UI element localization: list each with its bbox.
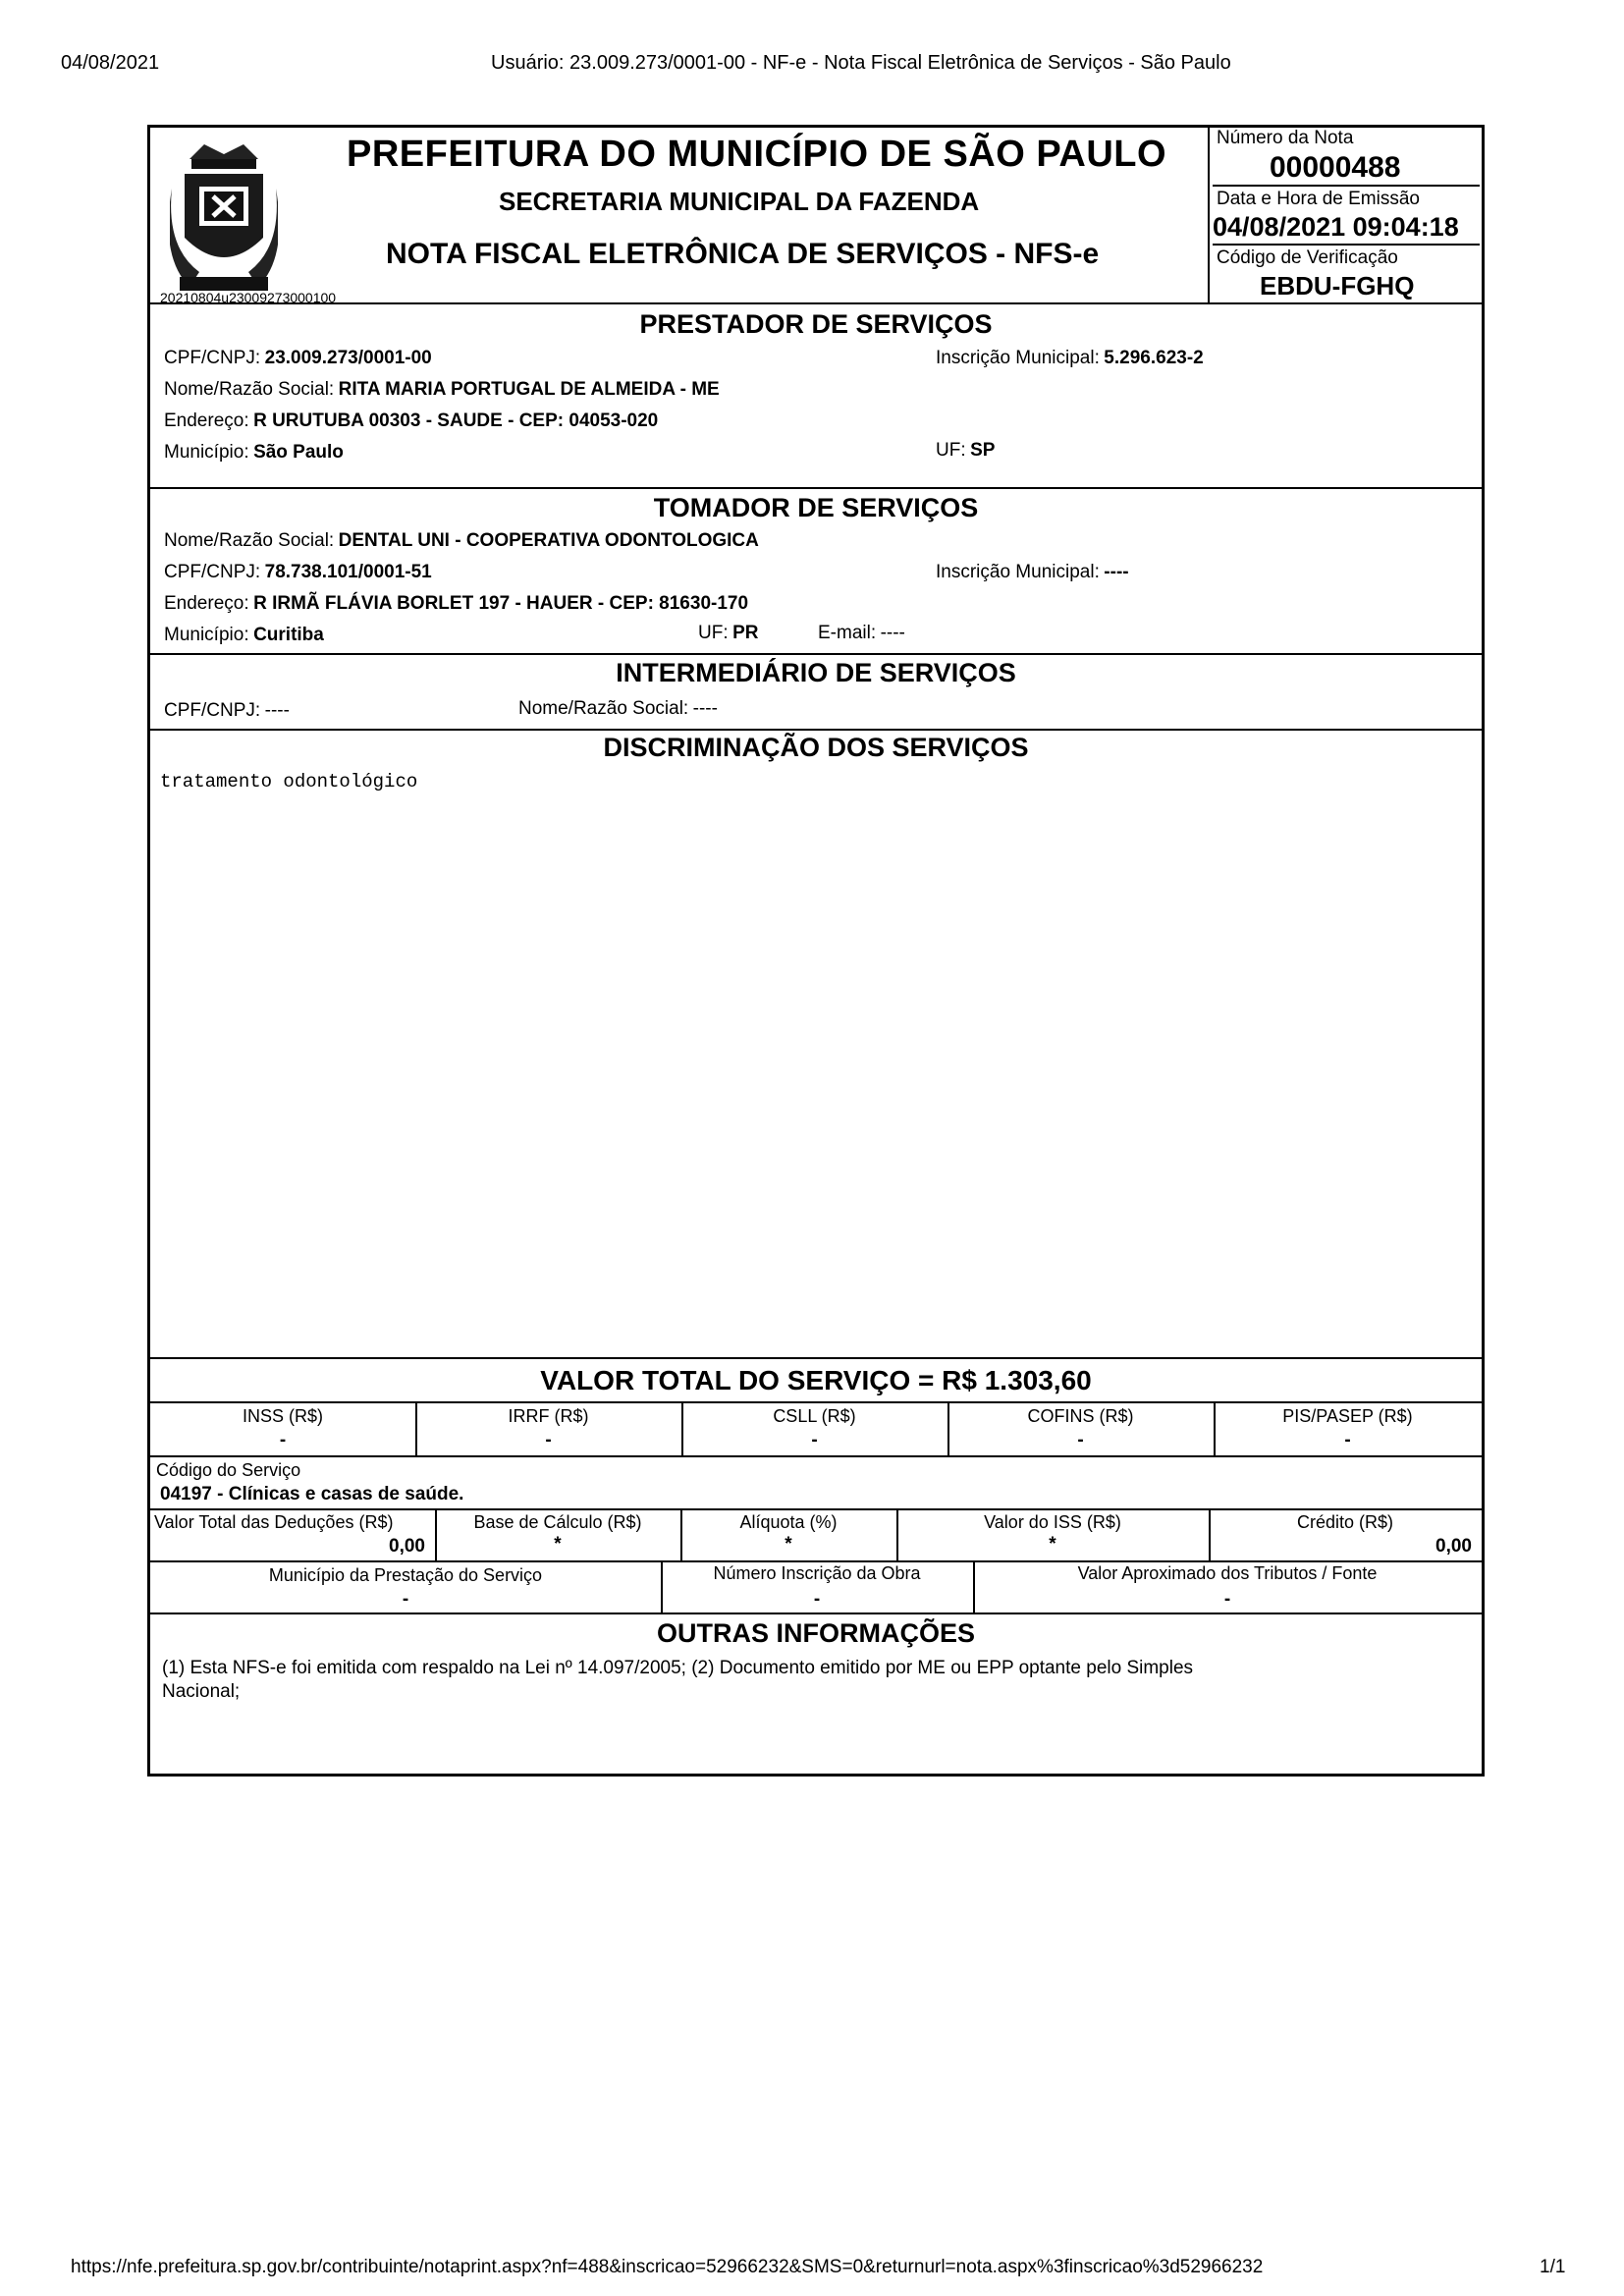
cofins-value: -: [1077, 1430, 1084, 1450]
prestador-uf-row: UF: SP: [936, 440, 996, 461]
codigo-verificacao: EBDU-FGHQ: [1260, 271, 1415, 301]
prestador-cpf: 23.009.273/0001-00: [264, 348, 432, 368]
codigo-servico-label: Código do Serviço: [156, 1460, 301, 1480]
tomador-nome: DENTAL UNI - COOPERATIVA ODONTOLOGICA: [338, 530, 759, 551]
numero-nota: 00000488: [1270, 151, 1401, 184]
nfs-document: [147, 125, 1485, 1777]
credito-label: Crédito (R$): [1296, 1512, 1394, 1532]
data-emissao-label: Data e Hora de Emissão: [1217, 189, 1420, 209]
tributos-aprox-value: -: [1223, 1589, 1231, 1610]
print-page: 1/1: [1540, 2257, 1566, 2277]
prestador-title: PRESTADOR DE SERVIÇOS: [639, 309, 993, 339]
deducoes-label: Valor Total das Deduções (R$): [154, 1512, 394, 1532]
print-date: 04/08/2021: [61, 52, 160, 74]
prestador-municipio: São Paulo: [253, 442, 344, 463]
nfs-title: NOTA FISCAL ELETRÔNICA DE SERVIÇOS - NFS-e: [386, 238, 1100, 270]
inscricao-obra-label: Número Inscrição da Obra: [713, 1563, 921, 1583]
codigo-servico: 04197 - Clínicas e casas de saúde.: [160, 1484, 464, 1504]
csll-label: CSLL (R$): [773, 1406, 856, 1426]
outras-line-2: Nacional;: [162, 1681, 241, 1702]
prestador-im: 5.296.623-2: [1104, 348, 1204, 368]
print-url: https://nfe.prefeitura.sp.gov.br/contribuinte/notaprint.aspx?nf=488&inscricao=52966232&SMS=0&returnurl=nota.aspx%3finscricao%3d52966232: [71, 2257, 1264, 2277]
tomador-endereco-row: Endereço: R IRMÃ FLÁVIA BORLET 197 - HAUER - CEP: 81630-170: [164, 593, 749, 614]
discriminacao-title: DISCRIMINAÇÃO DOS SERVIÇOS: [603, 733, 1029, 762]
prestador-endereco: R URUTUBA 00303 - SAUDE - CEP: 04053-020: [253, 410, 659, 431]
tomador-uf: PR: [732, 623, 759, 643]
secretaria-title: SECRETARIA MUNICIPAL DA FAZENDA: [499, 187, 980, 216]
print-title: Usuário: 23.009.273/0001-00 - NF-e - Nota Fiscal Eletrônica de Serviços - São Paulo: [491, 52, 1231, 74]
prestador-im-row: Inscrição Municipal: 5.296.623-2: [936, 348, 1204, 368]
municipio-prestacao-value: -: [402, 1589, 409, 1610]
numero-nota-label: Número da Nota: [1217, 128, 1354, 148]
coat-of-arms-icon: [170, 139, 278, 306]
tributos-aprox-label: Valor Aproximado dos Tributos / Fonte: [1077, 1563, 1378, 1583]
prestador-nome: RITA MARIA PORTUGAL DE ALMEIDA - ME: [338, 379, 720, 400]
tomador-endereco: R IRMÃ FLÁVIA BORLET 197 - HAUER - CEP: 81630-170: [253, 593, 749, 614]
prestador-municipio-row: Município: São Paulo: [164, 442, 344, 463]
valor-iss-label: Valor do ISS (R$): [984, 1512, 1121, 1532]
irrf-label: IRRF (R$): [508, 1406, 589, 1426]
prestador-cpf-row: CPF/CNPJ: 23.009.273/0001-00: [164, 348, 432, 368]
csll-value: -: [811, 1430, 818, 1450]
prestador-endereco-row: Endereço: R URUTUBA 00303 - SAUDE - CEP: 04053-020: [164, 410, 659, 431]
prestador-uf: SP: [970, 440, 996, 461]
prefeitura-title: PREFEITURA DO MUNICÍPIO DE SÃO PAULO: [347, 134, 1167, 175]
municipio-prestacao-label: Município da Prestação do Serviço: [268, 1565, 543, 1585]
tomador-municipio: Curitiba: [253, 625, 324, 645]
tomador-cpf: 78.738.101/0001-51: [264, 562, 432, 582]
tomador-nome-row: Nome/Razão Social: DENTAL UNI - COOPERATIVA ODONTOLOGICA: [164, 530, 759, 551]
valor-iss-value: *: [1049, 1534, 1056, 1555]
aliquota-label: Alíquota (%): [739, 1512, 838, 1532]
document-code: 20210804u23009273000100: [160, 290, 337, 305]
base-calculo-value: *: [554, 1534, 562, 1555]
inss-label: INSS (R$): [242, 1406, 323, 1426]
tomador-cpf-row: CPF/CNPJ: 78.738.101/0001-51: [164, 562, 432, 582]
pis-value: -: [1344, 1430, 1351, 1450]
tomador-email-row: E-mail: ----: [818, 623, 905, 643]
intermediario-cpf: ----: [264, 700, 290, 721]
outras-line-1: (1) Esta NFS-e foi emitida com respaldo na Lei nº 14.097/2005; (2) Documento emitido por ME ou EPP optante pelo Simples: [162, 1658, 1194, 1678]
intermediario-nome: ----: [692, 698, 718, 719]
irrf-value: -: [545, 1430, 552, 1450]
intermediario-nome-row: Nome/Razão Social: ----: [518, 698, 718, 719]
discriminacao-text: tratamento odontológico: [160, 771, 418, 793]
inss-value: -: [279, 1430, 287, 1450]
prestador-nome-row: Nome/Razão Social: RITA MARIA PORTUGAL DE ALMEIDA - ME: [164, 379, 720, 400]
tomador-email: ----: [880, 623, 905, 643]
codigo-verificacao-label: Código de Verificação: [1217, 247, 1398, 268]
tomador-im: ----: [1104, 562, 1129, 582]
tomador-uf-row: UF: PR: [698, 623, 759, 643]
valor-total: VALOR TOTAL DO SERVIÇO = R$ 1.303,60: [540, 1365, 1092, 1395]
aliquota-value: *: [785, 1534, 792, 1555]
deducoes-value: 0,00: [389, 1536, 425, 1557]
pis-label: PIS/PASEP (R$): [1282, 1406, 1413, 1426]
tomador-municipio-row: Município: Curitiba: [164, 625, 324, 645]
cofins-label: COFINS (R$): [1027, 1406, 1134, 1426]
base-calculo-label: Base de Cálculo (R$): [473, 1512, 642, 1532]
outras-title: OUTRAS INFORMAÇÕES: [657, 1618, 975, 1648]
data-emissao: 04/08/2021 09:04:18: [1213, 212, 1459, 242]
tomador-im-row: Inscrição Municipal: ----: [936, 562, 1129, 582]
intermediario-cpf-row: CPF/CNPJ: ----: [164, 700, 290, 721]
tomador-title: TOMADOR DE SERVIÇOS: [653, 493, 979, 522]
intermediario-title: INTERMEDIÁRIO DE SERVIÇOS: [616, 658, 1016, 687]
inscricao-obra-value: -: [813, 1589, 821, 1610]
credito-value: 0,00: [1435, 1536, 1472, 1557]
